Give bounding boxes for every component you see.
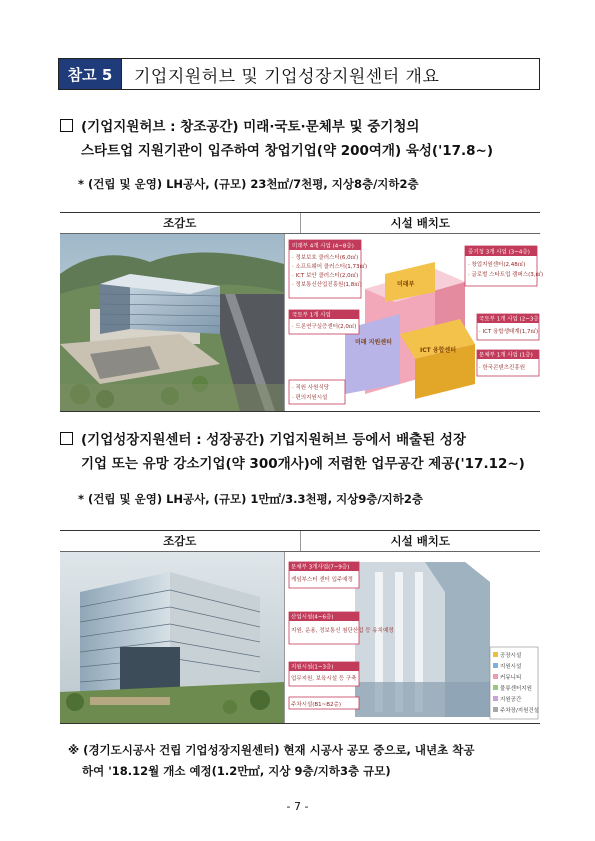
reference-header (58, 58, 540, 90)
section1-line2: 스타트업 지원기관이 입주하여 창업기업(약 200여개) 육성('17.8~) (81, 143, 494, 159)
diagram-box3-item1: · 드론연구실증센터(2,0㎡) (292, 324, 357, 330)
section2-bullet: * (건립 및 운영) LH공사, (규모) 1만㎡/3.3천평, 지상9층/지하2층 (78, 492, 423, 506)
diagram-box3-title: 국토부 1개 사업 (292, 312, 331, 319)
growth-figure-right-heading: 시설 배치도 (390, 534, 451, 548)
diagram-box1-item2: · 소프트웨어 클러스터(1,73㎡) (292, 264, 368, 270)
growth-birdseye-image (60, 552, 285, 723)
section-hub-description (60, 115, 540, 163)
building-label-3: ICT 융합센터 (420, 347, 457, 354)
growth-layout-diagram (285, 552, 541, 723)
growth-diagram-l3: 지원시설(1~3층) (291, 664, 334, 671)
growth-figure-left-heading: 조감도 (60, 531, 301, 551)
legend-item-6: 주차장/지원건설 (500, 708, 540, 714)
diagram-box4-title: 국토부 1개 사업 (2~3층) (479, 316, 541, 323)
section-growth-center-description (60, 428, 540, 476)
section2-line1: (기업성장지원센터 : 성장공간) 기업지원허브 등에서 배출된 성장 (81, 432, 467, 448)
diagram-box1-title: 미래부 4개 사업 (4~8층) (292, 243, 354, 250)
diagram-box1-item1: · 정보보호 클러스터(6,0㎡) (292, 255, 359, 261)
growth-diagram-l4: 주차시설(B1~B2층) (291, 702, 342, 708)
checkbox-square-icon (60, 119, 73, 132)
hub-figure-left-heading: 조감도 (60, 213, 301, 233)
footnote-line2: 하여 '18.12월 개소 예정(1.2만㎡, 지상 9층/지하3층 규모) (82, 764, 391, 778)
hub-birdseye-image (60, 234, 285, 411)
hub-figure-right-heading: 시설 배치도 (390, 216, 451, 230)
legend-item-2: 지원시설 (500, 664, 522, 670)
diagram-box5-title: 문체부 1개 사업 (1층) (479, 352, 533, 359)
footnote (68, 740, 548, 782)
page-number: - 7 - (286, 800, 309, 813)
diagram-box1-item4: · 정보통신산업진흥원(1,8㎡) (292, 282, 362, 288)
diagram-box2-title: 중기청 3개 사업 (3~4층) (468, 249, 530, 256)
growth-diagram-l1-sub: 게임부스터 센터 입주예정 (291, 577, 353, 583)
growth-diagram-l1: 문체부 3개사업(7~9층) (291, 564, 350, 571)
growth-diagram-l3-sub: 업무지원, 보육시설 등 구축 (291, 676, 357, 682)
checkbox-square-icon (60, 432, 73, 445)
diagram-box2-item1: · 창업지원센터(2,48㎡) (468, 262, 526, 268)
legend-item-4: 물류센터지원 (500, 686, 532, 692)
growth-diagram-l2-sub: 지원, 운용, 정보통신 첨단산업 등 유치예정 (291, 628, 394, 634)
diagram-box1-item3: · ICT 보안 클러스터(2,0㎡) (292, 273, 359, 279)
legend-item-3: 커뮤니티 (500, 675, 522, 681)
diagram-box6-item2: · 편의지원시설 (292, 395, 328, 401)
diagram-box6-item1: · 직원 사원식당 (292, 385, 330, 391)
building-label-1: 미래부 (397, 281, 415, 288)
hub-figure-table (60, 212, 544, 412)
reference-badge: 참고 5 (59, 59, 122, 89)
section1-line1: (기업지원허브 : 창조공간) 미래·국토·문체부 및 중기청의 (81, 119, 420, 135)
legend-item-1: 공장시설 (500, 653, 522, 659)
legend-item-5: 지원공간 (500, 697, 522, 703)
section2-line2: 기업 또는 유망 강소기업(약 300개사)에 저렴한 업무공간 제공('17.12~) (81, 456, 525, 472)
diagram-box5-item1: · 한국콘텐츠진흥원 (479, 365, 526, 371)
building-label-2: 미래 지원센터 (355, 339, 392, 346)
diagram-box4-item1: · ICT 융합생태계(1,7㎡) (479, 329, 539, 335)
growth-figure-table (60, 530, 540, 724)
page-title: 기업지원허브 및 기업성장지원센터 개요 (134, 66, 440, 87)
footnote-line1: ※ (경기도시공사 건립 기업성장지원센터) 현재 시공사 공모 중으로, 내년초 착공 (68, 743, 475, 757)
hub-layout-diagram (285, 234, 544, 411)
section1-bullet: * (건립 및 운영) LH공사, (규모) 23천㎡/7천평, 지상8층/지하2층 (78, 177, 419, 191)
diagram-box2-item2: · 글로벌 스타트업 캠퍼스(3,㎡) (468, 272, 544, 278)
growth-diagram-l2: 산업시설(4~6층) (291, 614, 334, 621)
